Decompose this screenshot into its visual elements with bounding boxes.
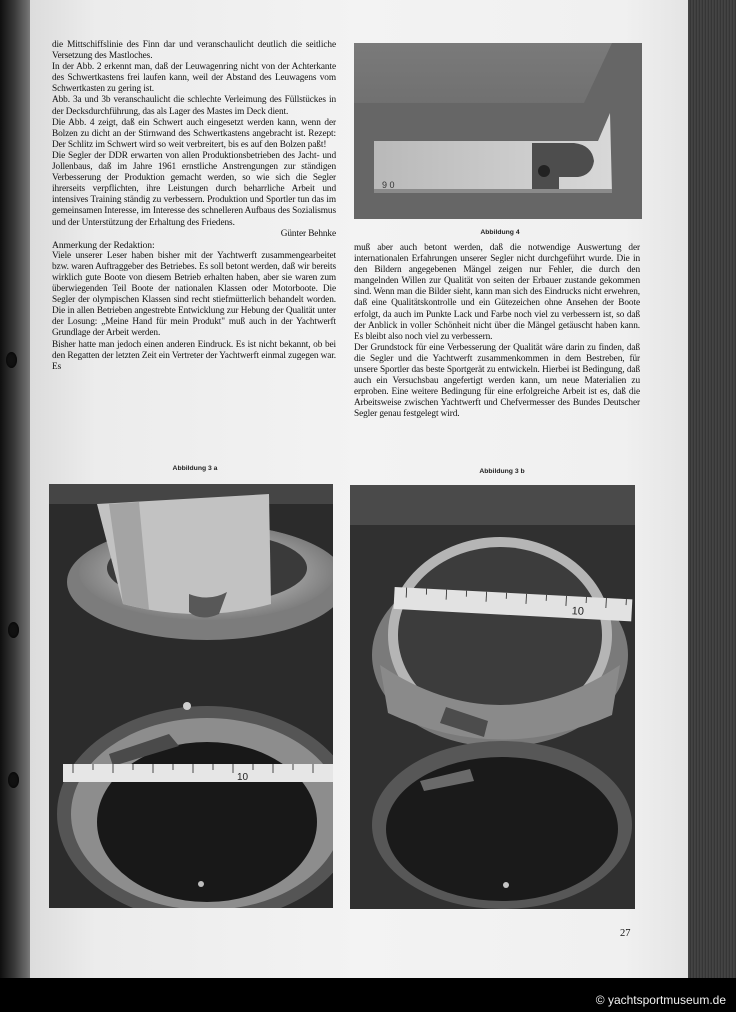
editorial-heading: Anmerkung der Redaktion: (52, 239, 155, 251)
paragraph: Bisher hatte man jedoch einen anderen Eindruck. Es ist nicht bekannt, ob bei den Regatten der letzten Zeit ein Vertreter der Yachtwerft einmal zugegen war. Es (52, 339, 336, 372)
punch-hole (8, 772, 19, 788)
photo-mast-partner-3b (350, 485, 635, 909)
page-number: 27 (620, 928, 631, 939)
paragraph: die Mittschiffslinie des Finn dar und veranschaulicht deutlich die seitliche Versetzung des Mastloches. (52, 40, 336, 62)
caption-fig4: Abbildung 4 (480, 229, 520, 236)
paragraph: Viele unserer Leser haben bisher mit der Yachtwerft zusammengearbeitet bzw. waren Auftraggeber des Betriebes. Es soll betont werden, daß wir bereits wirklich gute Boote von diesem Betrieb erhalten haben, aber sie waren zum überwiegenden Teil Boote der nationalen Klassen oder Motorboote. Die Segler der olympischen Klassen sind recht stiefmütterlich behandelt worden. Die in allen Betrieben angestrebte Entwicklung zur Hebung der Qualität unter der Losung: „Meine Hand für mein Produkt" muß auch in der Yachtwerft Grundlage der Arbeit werden. (52, 250, 336, 339)
author-signature: Günter Behnke (280, 228, 336, 239)
ruler-marking: 9 0 (382, 180, 395, 190)
paragraph: Der Grundstock für eine Verbesserung der Qualität wäre darin zu finden, daß die Segler und die Yachtwerft zusammenkommen in dem Bestreben, für unsere Sportler das beste Sportgerät zu entwickeln. Hierbei ist Bedingung, daß auch ein Versuchsbau angefertigt werden kann, um neue Materialien zu erproben. Eine weitere Bedingung für eine erfolgreiche Arbeit ist es, daß die Arbeitsweise zwischen Yachtwerft und Chefvermesser des Bundes Deutscher Segler genau festgelegt wird. (354, 342, 640, 420)
paragraph: Abb. 3a und 3b veranschaulicht die schlechte Verleimung des Füllstückes in der Decksdurchführung, das als Lager des Mastes im Deck dient. (52, 95, 336, 117)
punch-hole (8, 622, 19, 638)
caption-fig3b: Abbildung 3 b (479, 468, 525, 475)
watermark: © yachtsportmuseum.de (595, 993, 726, 1007)
right-text-column (354, 243, 640, 421)
punch-hole (6, 352, 17, 368)
photo-mast-partner-3a (49, 484, 333, 908)
ruler-marking: 10 (237, 772, 249, 783)
paragraph: Die Segler der DDR erwarten von allen Produktionsbetrieben des Jacht- und Jollenbaus, daß im Jahre 1961 ernstliche Anstrengungen zur ständigen Verbesserung der Produktion gemacht werden, so wie sich die Segler ihrerseits verpflichten, ihre Leistungen durch beharrliche Arbeit und intensives Training ständig zu verbessern. Produktion und Sportler tun das im gemeinsamen Interesse, im Interesse des schnelleren Aufbaus des Sozialismus und der Unterstützung der Erhaltung des Friedens. (52, 150, 336, 228)
stacked-page-edges (688, 0, 736, 985)
paragraph: muß aber auch betont werden, daß die notwendige Auswertung der internationalen Erfahrungen unserer Segler nicht durchgeführt wurde. Die in den Bildern angegebenen Mängel zeigen nur Fehler, die durch den mangelnden Willen zur Qualität von seiten der Erbauer zustande gekommen sind. Wenn man die Bilder sieht, kann man sich des Eindrucks nicht erwehren, daß eine Qualitätskontrolle und ein Gütezeichen ohne Ansehen der Boote erfolgt, da auch im Punkte Lack und Farbe noch viel zu verbessern ist, so daß der Anblick in voller Schönheit nicht über die Mängel getäuscht haben kann. Es bleibt also noch viel zu verbessern. (354, 243, 640, 342)
photo-centerboard-slot (354, 43, 642, 219)
caption-fig3a: Abbildung 3 a (172, 465, 218, 472)
paragraph: Die Abb. 4 zeigt, daß ein Schwert auch eingesetzt werden kann, wenn der Bolzen zu dicht an der Stirnwand des Schwertkastens angebracht ist. Rezept: Der Schlitz im Schwert wird so weit verbreitert, bis es auf den Bolzen paßt! (52, 117, 336, 150)
paragraph: In der Abb. 2 erkennt man, daß der Leuwagenring nicht von der Achterkante des Schwertkastens frei laufen kann, weil der Abstand des Leuwagens vom Schwertkasten zu gering ist. (52, 62, 336, 95)
left-text-column (52, 40, 336, 373)
ruler-marking: 10 (571, 605, 585, 618)
